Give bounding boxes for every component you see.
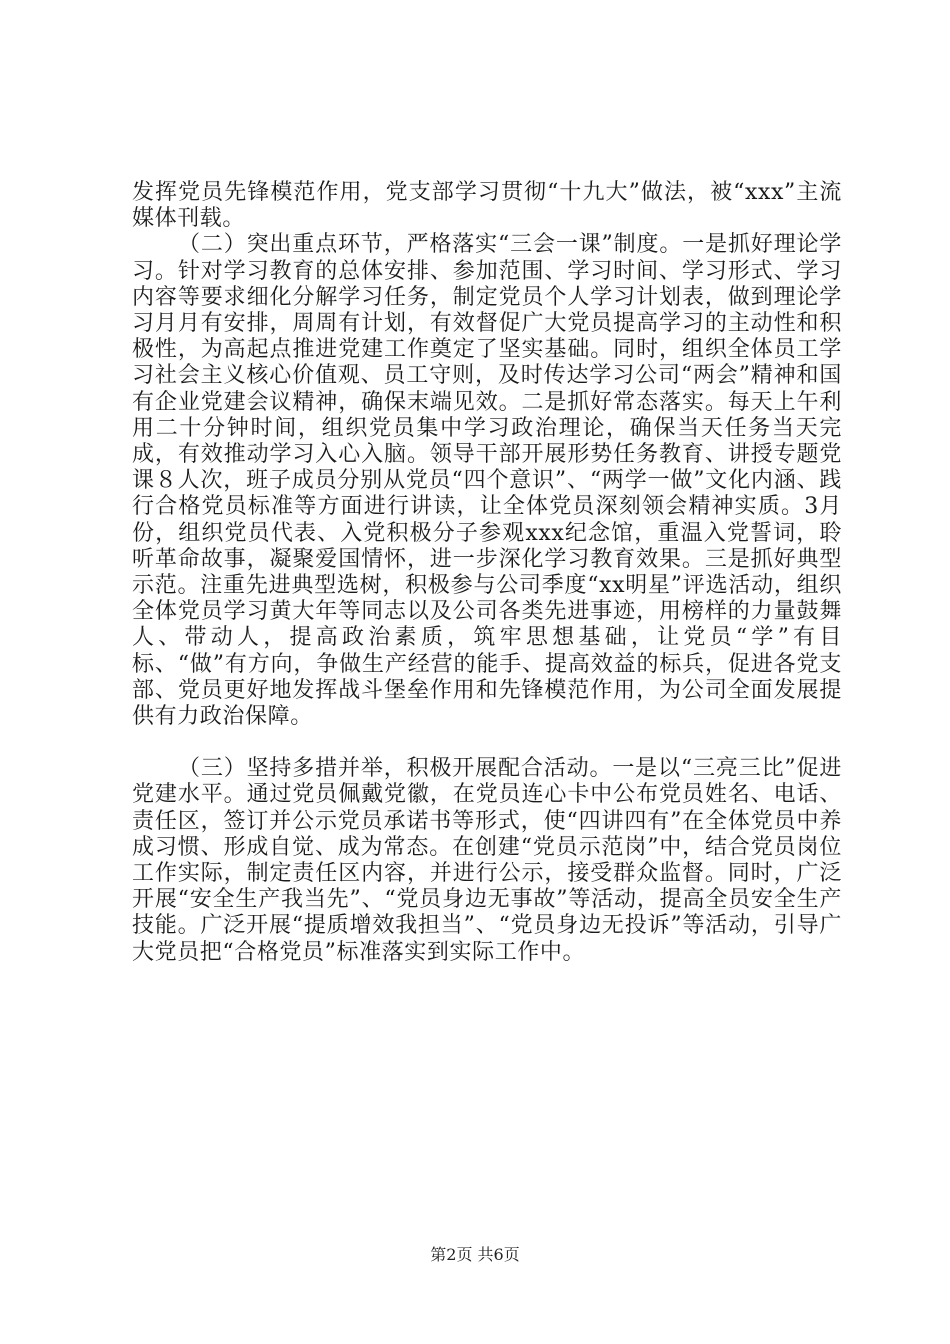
document-body xyxy=(132,180,842,966)
page-number-footer: 第2页 共6页 xyxy=(430,1245,520,1264)
paragraph-section-two: （二）突出重点环节，严格落实“三会一课”制度。一是抓好理论学习。针对学习教育的总体安排、参加范围、学习时间、学习形式、学习内容等要求细化分解学习任务，制定党员个人学习计划表，做到理论学习月月有安排，周周有计划，有效督促广大党员提高学习的主动性和积极性，为高起点推进党建工作奠定了坚实基础。同时，组织全体员工学习社会主义核心价值观、员工守则，及时传达学习公司“两会”精神和国有企业党建会议精神，确保末端见效。二是抓好常态落实。每天上午利用二十分钟时间，组织党员集中学习政治理论，确保当天任务当天完成，有效推动学习入心入脑。领导干部开展形势任务教育、讲授专题党课８人次，班子成员分别从党员“四个意识”、“两学一做”文化内涵、践行合格党员标准等方面进行讲读，让全体党员深刻领会精神实质。3月份，组织党员代表、入党积极分子参观xxx纪念馆，重温入党誓词，聆听革命故事，凝聚爱国情怀，进一步深化学习教育效果。三是抓好典型示范。注重先进典型选树，积极参与公司季度“xx明星”评选活动，组织全体党员学习黄大年等同志以及公司各类先进事迹，用榜样的力量鼓舞人、带动人，提高政治素质，筑牢思想基础，让党员“学”有目标、“做”有方向，争做生产经营的能手、提高效益的标兵，促进各党支部、党员更好地发挥战斗堡垒作用和先锋模范作用，为公司全面发展提供有力政治保障。 xyxy=(132,232,842,730)
paragraph-section-three: （三）坚持多措并举，积极开展配合活动。一是以“三亮三比”促进党建水平。通过党员佩戴党徽，在党员连心卡中公布党员姓名、电话、责任区，签订并公示党员承诺书等形式，使“四讲四有”在全体党员中养成习惯、形成自觉、成为常态。在创建“党员示范岗”中，结合党员岗位工作实际，制定责任区内容，并进行公示，接受群众监督。同时，广泛开展“安全生产我当先”、“党员身边无事故”等活动，提高全员安全生产技能。广泛开展“提质增效我担当”、“党员身边无投诉”等活动，引导广大党员把“合格党员”标准落实到实际工作中。 xyxy=(132,756,842,965)
paragraph-continuation: 发挥党员先锋模范作用，党支部学习贯彻“十九大”做法，被“xxx”主流媒体刊载。 xyxy=(132,180,842,232)
